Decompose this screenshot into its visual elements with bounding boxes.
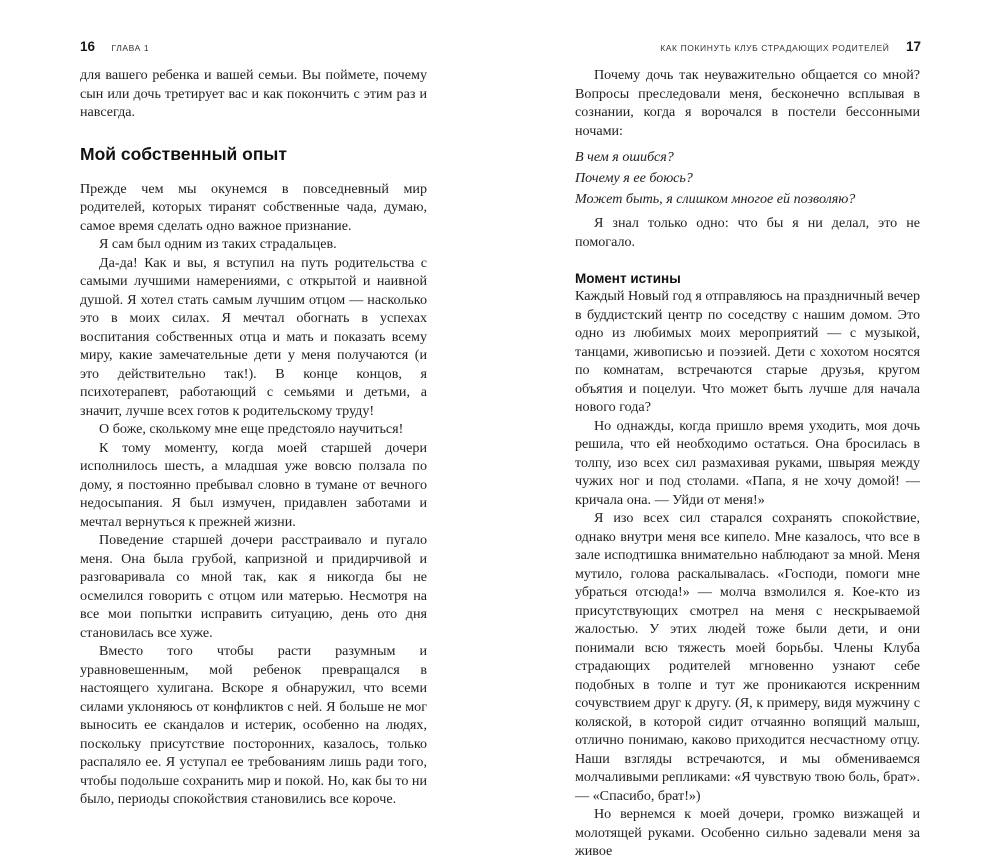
paragraph: Я сам был одним из таких страдальцев. (99, 236, 337, 252)
left-page-body (80, 66, 427, 809)
paragraph: Да-да! Как и вы, я вступил на путь родительства с самыми лучшими намерениями, с открытой и наивной душой. Я хотел стать самым лучшим отцом — насколько это в моих силах. Я мечтал обогнать в успехах воспитания собственных отца и мать и показать всему миру, какие замечательные дети у меня получаются (и это действительно так!). В конце концов, я психотерапевт, работающий с семьями и детьми, а значит, лучше всех готов к родительскому труду! (80, 254, 427, 419)
paragraph: Я знал только одно: что бы я ни делал, это не помогало. (575, 215, 920, 250)
page-number: 16 (80, 39, 96, 54)
paragraph: Поведение старшей дочери расстраивало и пугало меня. Она была грубой, капризной и придирчивой и разговаривала со мной так, как я никогда бы не осмелился говорить с отцом или матерью. Несмотря на все мои попытки исправить ситуацию, день ото дня становилась все хуже. (80, 532, 427, 641)
paragraph: Прежде чем мы окунемся в повседневный мир родителей, которых тиранят собственные чада, думаю, самое время сделать одно важное признание. (80, 180, 427, 234)
question: Может быть, я слишком многое ей позволяю? (575, 191, 856, 207)
paragraph: Почему дочь так неуважительно общается со мной? Вопросы преследовали меня, бесконечно всплывая в сознании, когда я ворочался в постели бессонными ночами: (575, 67, 920, 139)
subsection-heading: Момент истины (575, 271, 681, 286)
running-head: ГЛАВА 1 (111, 43, 150, 53)
question: В чем я ошибся? (575, 149, 674, 165)
paragraph: Каждый Новый год я отправляюсь на праздничный вечер в буддистский центр по соседству с нашим домом. Это одно из любимых моих мероприятий — с музыкой, танцами, живописью и поэзией. Дети с хохотом носятся по комнатам, встречаются старые друзья, кругом объятия и поцелуи. Что может быть лучше для начала нового года? (575, 288, 920, 415)
paragraph: Вместо того чтобы расти разумным и уравновешенным, мой ребенок превращался в настоящего хулигана. Вскоре я обнаружил, что всеми силами уклоняюсь от конфликтов с ней. Я больше не мог выносить ее скандалов и истерик, особенно на людях, поскольку присутствие посторонних, казалось, только распаляло ее. Я уступал ее требованиям лишь ради того, чтобы подольше сохранить мир и покой. Но, как бы то ни было, периоды спокойствия становились все короче. (80, 643, 427, 807)
paragraph: О боже, сколькому мне еще предстояло научиться! (99, 421, 404, 437)
page-number: 17 (905, 39, 921, 54)
right-page-body (575, 66, 920, 861)
paragraph: К тому моменту, когда моей старшей дочери исполнилось шесть, а младшая уже вовсю ползала по дому, я постоянно пребывал словно в тумане от вечного недосыпания. Я был измучен, придавлен заботами и мечтал вернуться к прежней жизни. (80, 439, 427, 530)
running-head: КАК ПОКИНУТЬ КЛУБ СТРАДАЮЩИХ РОДИТЕЛЕЙ (660, 43, 890, 53)
section-heading: Мой собственный опыт (80, 143, 287, 164)
right-page-header (560, 38, 921, 56)
question-list (575, 148, 920, 208)
paragraph: Но однажды, когда пришло время уходить, моя дочь решила, что ей необходимо остаться. Она бросилась в толпу, изо всех сил размахивая руками, швыряя между чужих ног и под столами. «Папа, я не хочу домой! — кричала она. — Уйди от меня!» (575, 417, 920, 508)
paragraph: Я изо всех сил старался сохранять спокойствие, однако внутри меня все кипело. Мне казалось, что все в зале исподтишка внимательно наблюдают за мной. Меня мутило, голова раскалывалась. «Господи, помоги мне убраться отсюда!» — молча взмолился я. Кое-кто из присутствующих смотрел на меня с нескрываемой жалостью. У этих людей тоже были дети, и они понимали всю тяжесть моей борьбы. Члены Клуба страдающих родителей мгновенно узнают себе подобных в толпе и тут же проникаются искренним сочувствием друг к другу. (Я, к примеру, видя мужчину с коляской, в которой сидит отчаянно вопящий малыш, отлично понимаю, каково приходится несчастному отцу. Наши взгляды встречаются, и мы обмениваемся молчаливыми репликами: «Я чувствую твою боль, брат». — «Спасибо, брат!») (575, 510, 920, 804)
left-page (0, 0, 500, 807)
paragraph: Но вернемся к моей дочери, громко визжащей и молотящей руками. Особенно сильно задевали меня за живое (575, 806, 920, 859)
paragraph: для вашего ребенка и вашей семьи. Вы поймете, почему сын или дочь третирует вас и как покончить с этим раз и навсегда. (80, 67, 427, 120)
right-page (500, 0, 1000, 859)
left-page-header (80, 38, 428, 56)
question: Почему я ее боюсь? (575, 170, 693, 186)
